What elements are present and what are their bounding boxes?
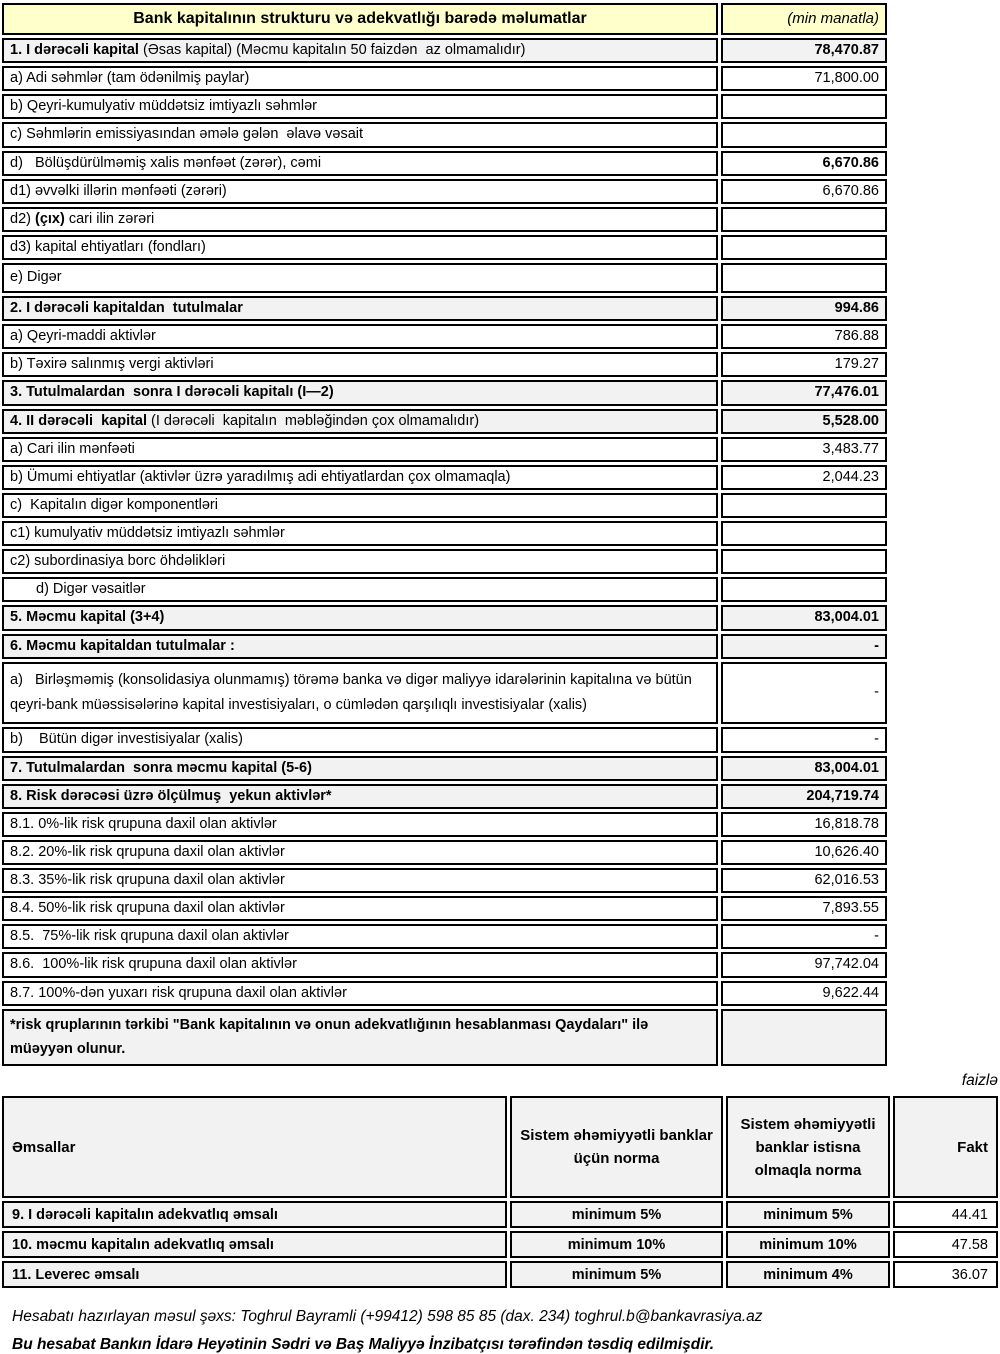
ratio-norm-non-systemic: minimum 5% [726,1201,890,1228]
table-row [2,868,887,893]
row-value: 5,528.00 [721,409,887,434]
capital-table-body [2,38,887,1066]
row-label: 8.3. 35%-lik risk qrupuna daxil olan aktivlər [2,868,718,893]
ratio-norm-non-systemic: minimum 4% [726,1261,890,1288]
table-row [2,235,887,260]
row-value: - [721,924,887,949]
row-label: 2. I dərəcəli kapitaldan tutulmalar [2,296,718,321]
ratio-fact-value: 44.41 [893,1201,998,1228]
table-row [2,605,887,630]
row-value [721,1009,887,1067]
row-value: - [721,634,887,659]
row-value: 78,470.87 [721,38,887,63]
row-label: 3. Tutulmalardan sonra I dərəcəli kapitalı (I—2) [2,380,718,405]
table-row [2,924,887,949]
preparer-note: Hesabatı hazırlayan məsul şəxs: Toghrul Bayramli (+99412) 598 85 85 (dax. 234) toghrul.b@bankavrasiya.az [12,1308,763,1326]
header-cell-norm-non-systemic: Sistem əhəmiyyətli banklar istisna olmaqla norma [726,1096,890,1198]
row-value: - [721,662,887,725]
row-label: 8.7. 100%-dən yuxarı risk qrupuna daxil olan aktivlər [2,981,718,1006]
table-row [2,465,887,490]
row-value: 204,719.74 [721,784,887,809]
header-cell-emsallar: Əmsallar [2,1096,507,1198]
row-value: 97,742.04 [721,952,887,977]
row-label: d) Digər vəsaitlər [2,577,718,602]
header-cell-fakt: Fakt [893,1096,998,1198]
row-value: 7,893.55 [721,896,887,921]
ratio-norm-non-systemic: minimum 10% [726,1231,890,1258]
row-value: - [721,727,887,752]
row-value [721,235,887,260]
ratio-row [2,1261,998,1288]
row-value: 62,016.53 [721,868,887,893]
row-label: 7. Tutulmalardan sonra məcmu kapital (5-6) [2,756,718,781]
table-row [2,1009,887,1067]
row-label: d) Bölüşdürülməmiş xalis mənfəət (zərər), cəmi [2,151,718,176]
table-row [2,662,887,725]
ratio-label: 11. Leverec əmsalı [2,1261,507,1288]
table-row [2,296,887,321]
table-row [2,437,887,462]
row-value: 77,476.01 [721,380,887,405]
row-label: 8.1. 0%-lik risk qrupuna daxil olan aktivlər [2,812,718,837]
row-label: *risk qruplarının tərkibi "Bank kapitalının və onun adekvatlığının hesablanması Qaydaları" ilə müəyyən olunur. [2,1009,718,1067]
row-value: 786.88 [721,324,887,349]
ratios-table-body [2,1201,998,1288]
table-row [2,727,887,752]
row-label: 8.5. 75%-lik risk qrupuna daxil olan aktivlər [2,924,718,949]
row-value: 83,004.01 [721,605,887,630]
ratio-row [2,1201,998,1228]
table-row [2,179,887,204]
table-row [2,952,887,977]
row-value: 3,483.77 [721,437,887,462]
table-row [2,94,887,119]
approval-note: Bu hesabat Bankın İdarə Heyətinin Sədri və Baş Maliyyə İnzibatçısı tərəfindən təsdiq edilmişdir. [12,1336,715,1354]
row-value [721,549,887,574]
row-label: c) Səhmlərin emissiyasından əmələ gələn əlavə vəsait [2,122,718,147]
row-label: a) Cari ilin mənfəəti [2,437,718,462]
row-label: a) Birləşməmiş (konsolidasiya olunmamış) törəmə banka və digər maliyyə idarələrinin kapitalına və bütün qeyri-bank müəssisələrinə kapital investisiyaları, o cümlədən qarşılıqlı investisiyalar (xalis) [2,662,718,725]
table-row [2,981,887,1006]
table-row [2,263,887,293]
row-value: 10,626.40 [721,840,887,865]
table-row [2,756,887,781]
percent-note: faizlə [961,1072,998,1090]
capital-structure-table [2,3,887,1066]
row-value [721,94,887,119]
table-row [2,38,887,63]
header-cell-norm-systemic: Sistem əhəmiyyətli banklar üçün norma [510,1096,723,1198]
ratios-table [2,1096,998,1288]
row-label: b) Ümumi ehtiyatlar (aktivlər üzrə yaradılmış adi ehtiyatlardan çox olmamaqla) [2,465,718,490]
ratios-header-row [2,1096,998,1198]
table-row [2,521,887,546]
table-row [2,66,887,91]
table-row [2,634,887,659]
table-row [2,409,887,434]
table-row [2,812,887,837]
row-label: c2) subordinasiya borc öhdəlikləri [2,549,718,574]
ratio-norm-systemic: minimum 10% [510,1231,723,1258]
table-row [2,896,887,921]
row-value [721,521,887,546]
row-value [721,122,887,147]
footer-notes [2,1308,1000,1354]
table-row [2,493,887,518]
table-row [2,380,887,405]
row-label: b) Bütün digər investisiyalar (xalis) [2,727,718,752]
row-value: 9,622.44 [721,981,887,1006]
row-label: d1) əvvəlki illərin mənfəəti (zərəri) [2,179,718,204]
table-row [2,151,887,176]
unit-note: (min manatla) [721,3,887,35]
row-value [721,577,887,602]
table-row [2,549,887,574]
table-row [2,840,887,865]
row-label: 8.2. 20%-lik risk qrupuna daxil olan aktivlər [2,840,718,865]
row-value [721,207,887,232]
table-row [2,324,887,349]
row-value [721,263,887,293]
row-label: c1) kumulyativ müddətsiz imtiyazlı səhmlər [2,521,718,546]
row-label: d3) kapital ehtiyatları (fondları) [2,235,718,260]
ratio-fact-value: 47.58 [893,1231,998,1258]
ratio-row [2,1231,998,1258]
table-row [2,784,887,809]
row-value: 6,670.86 [721,179,887,204]
ratio-norm-systemic: minimum 5% [510,1201,723,1228]
ratio-fact-value: 36.07 [893,1261,998,1288]
row-label: 8.4. 50%-lik risk qrupuna daxil olan aktivlər [2,896,718,921]
row-value: 71,800.00 [721,66,887,91]
row-value: 83,004.01 [721,756,887,781]
row-label: 8. Risk dərəcəsi üzrə ölçülmuş yekun aktivlər* [2,784,718,809]
row-label: 4. II dərəcəli kapital (I dərəcəli kapitalın məbləğindən çox olmamalıdır) [2,409,718,434]
row-label: a) Qeyri-maddi aktivlər [2,324,718,349]
row-value: 994.86 [721,296,887,321]
row-label: b) Qeyri-kumulyativ müddətsiz imtiyazlı səhmlər [2,94,718,119]
row-label: b) Təxirə salınmış vergi aktivləri [2,352,718,377]
table-title: Bank kapitalının strukturu və adekvatlığı barədə məlumatlar [2,3,718,35]
ratio-label: 10. məcmu kapitalın adekvatlıq əmsalı [2,1231,507,1258]
row-value: 6,670.86 [721,151,887,176]
row-label: 6. Məcmu kapitaldan tutulmalar : [2,634,718,659]
ratio-label: 9. I dərəcəli kapitalın adekvatlıq əmsalı [2,1201,507,1228]
row-value: 2,044.23 [721,465,887,490]
row-label: 8.6. 100%-lik risk qrupuna daxil olan aktivlər [2,952,718,977]
row-label: a) Adi səhmlər (tam ödənilmiş paylar) [2,66,718,91]
row-value: 179.27 [721,352,887,377]
table-header-row [2,3,887,35]
table-row [2,352,887,377]
table-row [2,122,887,147]
table-row [2,207,887,232]
row-label: 5. Məcmu kapital (3+4) [2,605,718,630]
ratio-norm-systemic: minimum 5% [510,1261,723,1288]
row-label: e) Digər [2,263,718,293]
row-label: d2) (çıx) cari ilin zərəri [2,207,718,232]
row-label: c) Kapitalın digər komponentləri [2,493,718,518]
row-value: 16,818.78 [721,812,887,837]
row-value [721,493,887,518]
row-label: 1. I dərəcəli kapital (Əsas kapital) (Məcmu kapitalın 50 faizdən az olmamalıdır) [2,38,718,63]
table-row [2,577,887,602]
